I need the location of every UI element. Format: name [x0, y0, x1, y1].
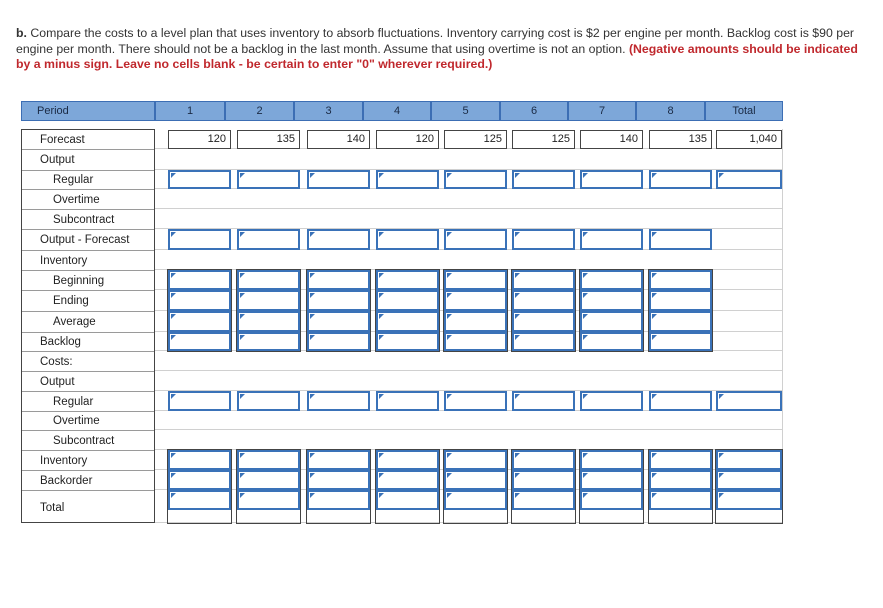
- total-cost-input-total[interactable]: [716, 490, 782, 510]
- inventory-cost-input-total[interactable]: [716, 450, 782, 470]
- forecast-cell: 1,040: [716, 130, 782, 149]
- backlog-input-period-5[interactable]: [444, 332, 507, 351]
- regular-output-input-period-4[interactable]: [376, 170, 439, 189]
- inventory-cost-field[interactable]: [582, 453, 641, 469]
- row-label-regular: Regular: [22, 171, 154, 190]
- instructions-text: Compare the costs to a level plan that uses inventory to absorb fluctuations. Inventory carrying cost is $2 per engine per month. Backlog cost is $90 per engine per month. There should not be a backlog in the last month. Assume that using overtime is not an option.: [16, 26, 855, 56]
- row-label-overtime: Overtime: [22, 190, 154, 210]
- total-cost-field[interactable]: [239, 493, 298, 509]
- total-cost-input-period-3[interactable]: [307, 490, 370, 510]
- backlog-field[interactable]: [170, 335, 229, 350]
- inventory-cost-input-period-3[interactable]: [307, 450, 370, 470]
- output-minus-forecast-field[interactable]: [651, 231, 710, 248]
- total-cost-input-period-4[interactable]: [376, 490, 439, 510]
- column-header-period-1: 1: [155, 101, 225, 121]
- regular-cost-field[interactable]: [378, 394, 437, 410]
- output-minus-forecast-field[interactable]: [514, 231, 573, 248]
- beginning-inventory-input-period-5[interactable]: [444, 270, 507, 290]
- total-cost-input-period-2[interactable]: [237, 490, 300, 510]
- row-label-average: Average: [22, 312, 154, 333]
- average-inventory-input-period-3[interactable]: [307, 311, 370, 332]
- total-cost-field[interactable]: [651, 493, 710, 509]
- output-minus-forecast-input-period-8[interactable]: [649, 229, 712, 250]
- regular-output-input-period-7[interactable]: [580, 170, 643, 189]
- inventory-cost-field[interactable]: [651, 453, 710, 469]
- regular-cost-field[interactable]: [239, 394, 298, 410]
- column-header-period-5: 5: [431, 101, 500, 121]
- row-label-output: Output: [22, 372, 154, 392]
- beginning-inventory-field[interactable]: [651, 273, 710, 289]
- row-label-backlog: Backlog: [22, 333, 154, 352]
- backorder-cost-input-period-3[interactable]: [307, 470, 370, 490]
- backlog-field[interactable]: [446, 335, 505, 350]
- backorder-cost-field[interactable]: [718, 473, 780, 489]
- forecast-cell: 120: [376, 130, 439, 149]
- inventory-cost-field[interactable]: [170, 453, 229, 469]
- total-cost-input-period-8[interactable]: [649, 490, 712, 510]
- average-inventory-input-period-2[interactable]: [237, 311, 300, 332]
- row-label-inventory: Inventory: [22, 251, 154, 271]
- regular-cost-input-period-6[interactable]: [512, 391, 575, 411]
- beginning-inventory-field[interactable]: [582, 273, 641, 289]
- ending-inventory-input-period-2[interactable]: [237, 290, 300, 311]
- row-label-inventory: Inventory: [22, 451, 154, 471]
- part-label: b.: [16, 26, 27, 40]
- beginning-inventory-field[interactable]: [170, 273, 229, 289]
- backlog-field[interactable]: [651, 335, 710, 350]
- average-inventory-input-period-4[interactable]: [376, 311, 439, 332]
- ending-inventory-input-period-5[interactable]: [444, 290, 507, 311]
- backorder-cost-field[interactable]: [378, 473, 437, 489]
- total-cost-field[interactable]: [718, 493, 780, 509]
- ending-inventory-input-period-4[interactable]: [376, 290, 439, 311]
- average-inventory-field[interactable]: [651, 313, 710, 330]
- ending-inventory-input-period-3[interactable]: [307, 290, 370, 311]
- backorder-cost-input-period-8[interactable]: [649, 470, 712, 490]
- row-labels: [21, 129, 155, 523]
- total-cost-input-period-1[interactable]: [168, 490, 231, 510]
- ending-inventory-field[interactable]: [446, 292, 505, 309]
- regular-output-field[interactable]: [309, 173, 368, 188]
- inventory-cost-field[interactable]: [446, 453, 505, 469]
- inventory-cost-input-period-8[interactable]: [649, 450, 712, 470]
- backorder-cost-field[interactable]: [239, 473, 298, 489]
- regular-cost-input-period-1[interactable]: [168, 391, 231, 411]
- average-inventory-input-period-7[interactable]: [580, 311, 643, 332]
- inventory-cost-field[interactable]: [239, 453, 298, 469]
- regular-cost-input-period-7[interactable]: [580, 391, 643, 411]
- ending-inventory-field[interactable]: [514, 292, 573, 309]
- regular-cost-field[interactable]: [170, 394, 229, 410]
- regular-output-field[interactable]: [582, 173, 641, 188]
- forecast-cell: 140: [307, 130, 370, 149]
- forecast-cell: 120: [168, 130, 231, 149]
- regular-output-input-period-5[interactable]: [444, 170, 507, 189]
- backorder-cost-input-period-2[interactable]: [237, 470, 300, 490]
- regular-cost-input-period-2[interactable]: [237, 391, 300, 411]
- total-cost-field[interactable]: [309, 493, 368, 509]
- forecast-cell: 135: [649, 130, 712, 149]
- total-cost-field[interactable]: [582, 493, 641, 509]
- beginning-inventory-input-period-4[interactable]: [376, 270, 439, 290]
- regular-output-input-period-2[interactable]: [237, 170, 300, 189]
- average-inventory-field[interactable]: [239, 313, 298, 330]
- ending-inventory-field[interactable]: [651, 292, 710, 309]
- row-divider: [155, 429, 783, 430]
- average-inventory-input-period-8[interactable]: [649, 311, 712, 332]
- ending-inventory-field[interactable]: [309, 292, 368, 309]
- beginning-inventory-input-period-6[interactable]: [512, 270, 575, 290]
- column-header-period-6: 6: [500, 101, 568, 121]
- average-inventory-input-period-6[interactable]: [512, 311, 575, 332]
- total-cost-input-period-7[interactable]: [580, 490, 643, 510]
- inventory-cost-input-period-7[interactable]: [580, 450, 643, 470]
- backlog-input-period-3[interactable]: [307, 332, 370, 351]
- beginning-inventory-field[interactable]: [446, 273, 505, 289]
- inventory-cost-field[interactable]: [514, 453, 573, 469]
- inventory-cost-input-period-5[interactable]: [444, 450, 507, 470]
- beginning-inventory-field[interactable]: [514, 273, 573, 289]
- average-inventory-field[interactable]: [170, 313, 229, 330]
- inventory-cost-input-period-2[interactable]: [237, 450, 300, 470]
- beginning-inventory-input-period-3[interactable]: [307, 270, 370, 290]
- output-minus-forecast-field[interactable]: [309, 231, 368, 248]
- backlog-field[interactable]: [378, 335, 437, 350]
- inventory-cost-field[interactable]: [309, 453, 368, 469]
- instructions-note: (Negative amounts should be indicated by a minus sign. Leave no cells blank - be certain to enter "0" wherever required.): [16, 41, 858, 72]
- average-inventory-input-period-1[interactable]: [168, 311, 231, 332]
- row-label-subcontract: Subcontract: [22, 431, 154, 451]
- backorder-cost-input-period-4[interactable]: [376, 470, 439, 490]
- row-label-beginning: Beginning: [22, 271, 154, 291]
- backorder-cost-input-period-1[interactable]: [168, 470, 231, 490]
- ending-inventory-field[interactable]: [239, 292, 298, 309]
- regular-cost-input-period-5[interactable]: [444, 391, 507, 411]
- regular-cost-field[interactable]: [446, 394, 505, 410]
- output-minus-forecast-input-period-4[interactable]: [376, 229, 439, 250]
- inventory-cost-input-period-4[interactable]: [376, 450, 439, 470]
- output-minus-forecast-field[interactable]: [170, 231, 229, 248]
- regular-cost-field[interactable]: [718, 394, 780, 410]
- backlog-input-period-6[interactable]: [512, 332, 575, 351]
- column-header-total: Total: [705, 101, 783, 121]
- output-minus-forecast-field[interactable]: [582, 231, 641, 248]
- output-minus-forecast-input-period-3[interactable]: [307, 229, 370, 250]
- regular-output-field[interactable]: [378, 173, 437, 188]
- regular-cost-input-period-4[interactable]: [376, 391, 439, 411]
- total-cost-field[interactable]: [446, 493, 505, 509]
- period-header: Period: [21, 101, 155, 121]
- total-cost-input-period-6[interactable]: [512, 490, 575, 510]
- backorder-cost-input-total[interactable]: [716, 470, 782, 490]
- row-divider: [155, 208, 783, 209]
- backorder-cost-field[interactable]: [309, 473, 368, 489]
- row-label-forecast: Forecast: [22, 130, 154, 150]
- output-minus-forecast-input-period-5[interactable]: [444, 229, 507, 250]
- regular-output-input-period-8[interactable]: [649, 170, 712, 189]
- beginning-inventory-field[interactable]: [378, 273, 437, 289]
- average-inventory-field[interactable]: [446, 313, 505, 330]
- regular-cost-input-period-8[interactable]: [649, 391, 712, 411]
- output-minus-forecast-field[interactable]: [446, 231, 505, 248]
- row-label-regular: Regular: [22, 392, 154, 412]
- regular-output-field[interactable]: [239, 173, 298, 188]
- backlog-input-period-1[interactable]: [168, 332, 231, 351]
- row-label-subcontract: Subcontract: [22, 210, 154, 230]
- regular-output-input-period-6[interactable]: [512, 170, 575, 189]
- backlog-input-period-2[interactable]: [237, 332, 300, 351]
- backorder-cost-input-period-5[interactable]: [444, 470, 507, 490]
- backlog-input-period-7[interactable]: [580, 332, 643, 351]
- average-inventory-field[interactable]: [582, 313, 641, 330]
- backlog-field[interactable]: [309, 335, 368, 350]
- regular-output-field[interactable]: [718, 173, 780, 188]
- column-header-period-2: 2: [225, 101, 294, 121]
- backlog-field[interactable]: [582, 335, 641, 350]
- regular-cost-field[interactable]: [514, 394, 573, 410]
- average-inventory-input-period-5[interactable]: [444, 311, 507, 332]
- total-cost-input-period-5[interactable]: [444, 490, 507, 510]
- regular-output-input-total[interactable]: [716, 170, 782, 189]
- backorder-cost-field[interactable]: [582, 473, 641, 489]
- average-inventory-field[interactable]: [309, 313, 368, 330]
- regular-output-field[interactable]: [651, 173, 710, 188]
- beginning-inventory-input-period-7[interactable]: [580, 270, 643, 290]
- regular-output-field[interactable]: [170, 173, 229, 188]
- inventory-cost-field[interactable]: [718, 453, 780, 469]
- regular-cost-input-total[interactable]: [716, 391, 782, 411]
- row-divider: [155, 370, 783, 371]
- backorder-cost-field[interactable]: [514, 473, 573, 489]
- forecast-cell: 125: [444, 130, 507, 149]
- ending-inventory-input-period-8[interactable]: [649, 290, 712, 311]
- inventory-cost-input-period-6[interactable]: [512, 450, 575, 470]
- forecast-cell: 135: [237, 130, 300, 149]
- regular-cost-field[interactable]: [582, 394, 641, 410]
- row-label-output: Output: [22, 150, 154, 171]
- average-inventory-field[interactable]: [514, 313, 573, 330]
- ending-inventory-field[interactable]: [378, 292, 437, 309]
- forecast-cell: 125: [512, 130, 575, 149]
- forecast-cell: 140: [580, 130, 643, 149]
- backorder-cost-field[interactable]: [170, 473, 229, 489]
- beginning-inventory-input-period-8[interactable]: [649, 270, 712, 290]
- backlog-input-period-4[interactable]: [376, 332, 439, 351]
- total-cost-field[interactable]: [378, 493, 437, 509]
- backorder-cost-input-period-6[interactable]: [512, 470, 575, 490]
- total-cost-field[interactable]: [514, 493, 573, 509]
- regular-cost-input-period-3[interactable]: [307, 391, 370, 411]
- row-label-output-forecast: Output - Forecast: [22, 230, 154, 251]
- output-minus-forecast-field[interactable]: [239, 231, 298, 248]
- output-minus-forecast-input-period-7[interactable]: [580, 229, 643, 250]
- column-header-period-8: 8: [636, 101, 705, 121]
- aggregate-plan-table: [21, 101, 783, 523]
- row-label-overtime: Overtime: [22, 412, 154, 431]
- inventory-cost-input-period-1[interactable]: [168, 450, 231, 470]
- regular-output-field[interactable]: [446, 173, 505, 188]
- output-minus-forecast-input-period-6[interactable]: [512, 229, 575, 250]
- backorder-cost-field[interactable]: [446, 473, 505, 489]
- output-minus-forecast-input-period-2[interactable]: [237, 229, 300, 250]
- beginning-inventory-input-period-1[interactable]: [168, 270, 231, 290]
- beginning-inventory-field[interactable]: [239, 273, 298, 289]
- ending-inventory-input-period-1[interactable]: [168, 290, 231, 311]
- regular-output-input-period-1[interactable]: [168, 170, 231, 189]
- backlog-field[interactable]: [514, 335, 573, 350]
- ending-inventory-input-period-7[interactable]: [580, 290, 643, 311]
- backlog-field[interactable]: [239, 335, 298, 350]
- row-label-costs: Costs:: [22, 352, 154, 372]
- inventory-cost-field[interactable]: [378, 453, 437, 469]
- average-inventory-field[interactable]: [378, 313, 437, 330]
- row-label-backorder: Backorder: [22, 471, 154, 491]
- beginning-inventory-field[interactable]: [309, 273, 368, 289]
- beginning-inventory-input-period-2[interactable]: [237, 270, 300, 290]
- total-cost-field[interactable]: [170, 493, 229, 509]
- regular-output-input-period-3[interactable]: [307, 170, 370, 189]
- regular-cost-field[interactable]: [651, 394, 710, 410]
- row-label-total: Total: [40, 501, 65, 514]
- backorder-cost-field[interactable]: [651, 473, 710, 489]
- backorder-cost-input-period-7[interactable]: [580, 470, 643, 490]
- row-label-ending: Ending: [22, 291, 154, 312]
- column-header-period-7: 7: [568, 101, 636, 121]
- ending-inventory-field[interactable]: [582, 292, 641, 309]
- column-header-period-4: 4: [363, 101, 431, 121]
- ending-inventory-input-period-6[interactable]: [512, 290, 575, 311]
- output-minus-forecast-field[interactable]: [378, 231, 437, 248]
- regular-cost-field[interactable]: [309, 394, 368, 410]
- instructions: [16, 26, 871, 73]
- ending-inventory-field[interactable]: [170, 292, 229, 309]
- column-header-period-3: 3: [294, 101, 363, 121]
- output-minus-forecast-input-period-1[interactable]: [168, 229, 231, 250]
- backlog-input-period-8[interactable]: [649, 332, 712, 351]
- regular-output-field[interactable]: [514, 173, 573, 188]
